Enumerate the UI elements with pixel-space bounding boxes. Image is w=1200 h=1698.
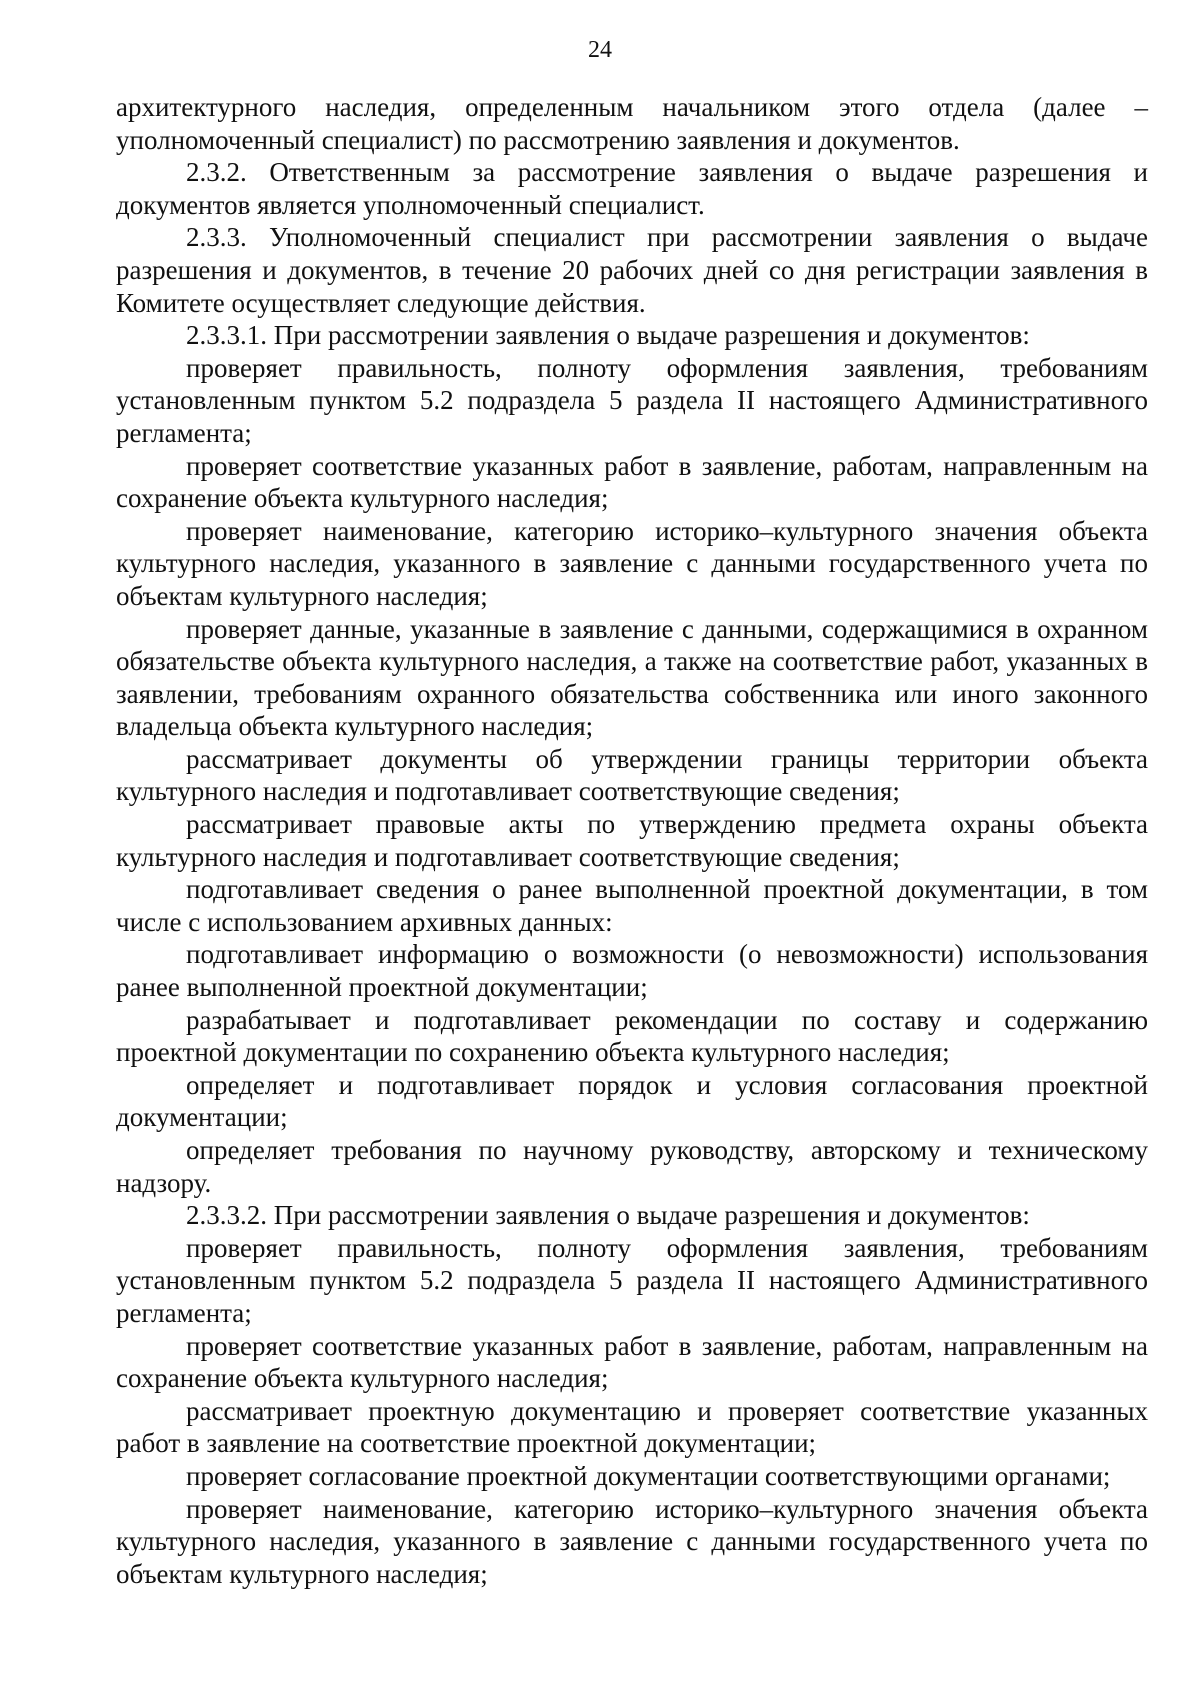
paragraph: проверяет соответствие указанных работ в заявление, работам, направленным на сохранение объекта культурного наследия; xyxy=(116,1330,1148,1394)
paragraph: рассматривает правовые акты по утверждению предмета охраны объекта культурного наследия и подготавливает соответствующие сведения; xyxy=(116,809,1148,872)
paragraph: 2.3.2. Ответственным за рассмотрение заявления о выдаче разрешения и документов является уполномоченный специалист. xyxy=(116,157,1148,220)
paragraph: проверяет наименование, категорию историко–культурного значения объекта культурного наследия, указанного в заявление с данными государственного учета по объектам культурного наследия; xyxy=(116,1493,1148,1589)
paragraph: 2.3.3.2. При рассмотрении заявления о выдаче разрешения и документов: xyxy=(186,1200,1030,1231)
paragraph: подготавливает сведения о ранее выполненной проектной документации, в том числе с использованием архивных данных: xyxy=(116,874,1148,937)
paragraph: подготавливает информацию о возможности (о невозможности) использования ранее выполненной проектной документации; xyxy=(116,939,1148,1003)
page-number: 24 xyxy=(588,37,612,63)
paragraph: 2.3.3. Уполномоченный специалист при рассмотрении заявления о выдаче разрешения и документов, в течение 20 рабочих дней со дня регистрации заявления в Комитете осуществляет следующие действия. xyxy=(116,222,1148,318)
paragraph: проверяет правильность, полноту оформления заявления, требованиям установленным пунктом 5.2 подраздела 5 раздела II настоящего Административного регламента; xyxy=(116,1232,1148,1328)
paragraph: проверяет данные, указанные в заявление с данными, содержащимися в охранном обязательстве объекта культурного наследия, а также на соответствие работ, указанных в заявлении, требованиям охранного обязательства собственника или иного законного владельца объекта культурного наследия; xyxy=(116,613,1148,742)
paragraph: разрабатывает и подготавливает рекомендации по составу и содержанию проектной документации по сохранению объекта культурного наследия; xyxy=(116,1004,1148,1068)
paragraph: определяет и подготавливает порядок и условия согласования проектной документации; xyxy=(116,1069,1148,1133)
document-body xyxy=(116,91,1148,1590)
paragraph: 2.3.3.1. При рассмотрении заявления о выдаче разрешения и документов: xyxy=(186,320,1030,351)
paragraph: проверяет правильность, полноту оформления заявления, требованиям установленным пунктом 5.2 подраздела 5 раздела II настоящего Административного регламента; xyxy=(116,352,1148,448)
paragraph: рассматривает проектную документацию и проверяет соответствие указанных работ в заявление на соответствие проектной документации; xyxy=(116,1395,1148,1459)
paragraph: проверяет наименование, категорию историко–культурного значения объекта культурного наследия, указанного в заявление с данными государственного учета по объектам культурного наследия; xyxy=(116,515,1148,611)
paragraph: определяет требования по научному руководству, авторскому и техническому надзору. xyxy=(116,1135,1148,1198)
paragraph: архитектурного наследия, определенным начальником этого отдела (далее – уполномоченный специалист) по рассмотрению заявления и документов. xyxy=(116,92,1148,155)
paragraph: проверяет соответствие указанных работ в заявление, работам, направленным на сохранение объекта культурного наследия; xyxy=(116,450,1148,514)
paragraph: рассматривает документы об утверждении границы территории объекта культурного наследия и подготавливает соответствующие сведения; xyxy=(116,743,1148,807)
paragraph: проверяет согласование проектной документации соответствующими органами; xyxy=(186,1460,1111,1491)
